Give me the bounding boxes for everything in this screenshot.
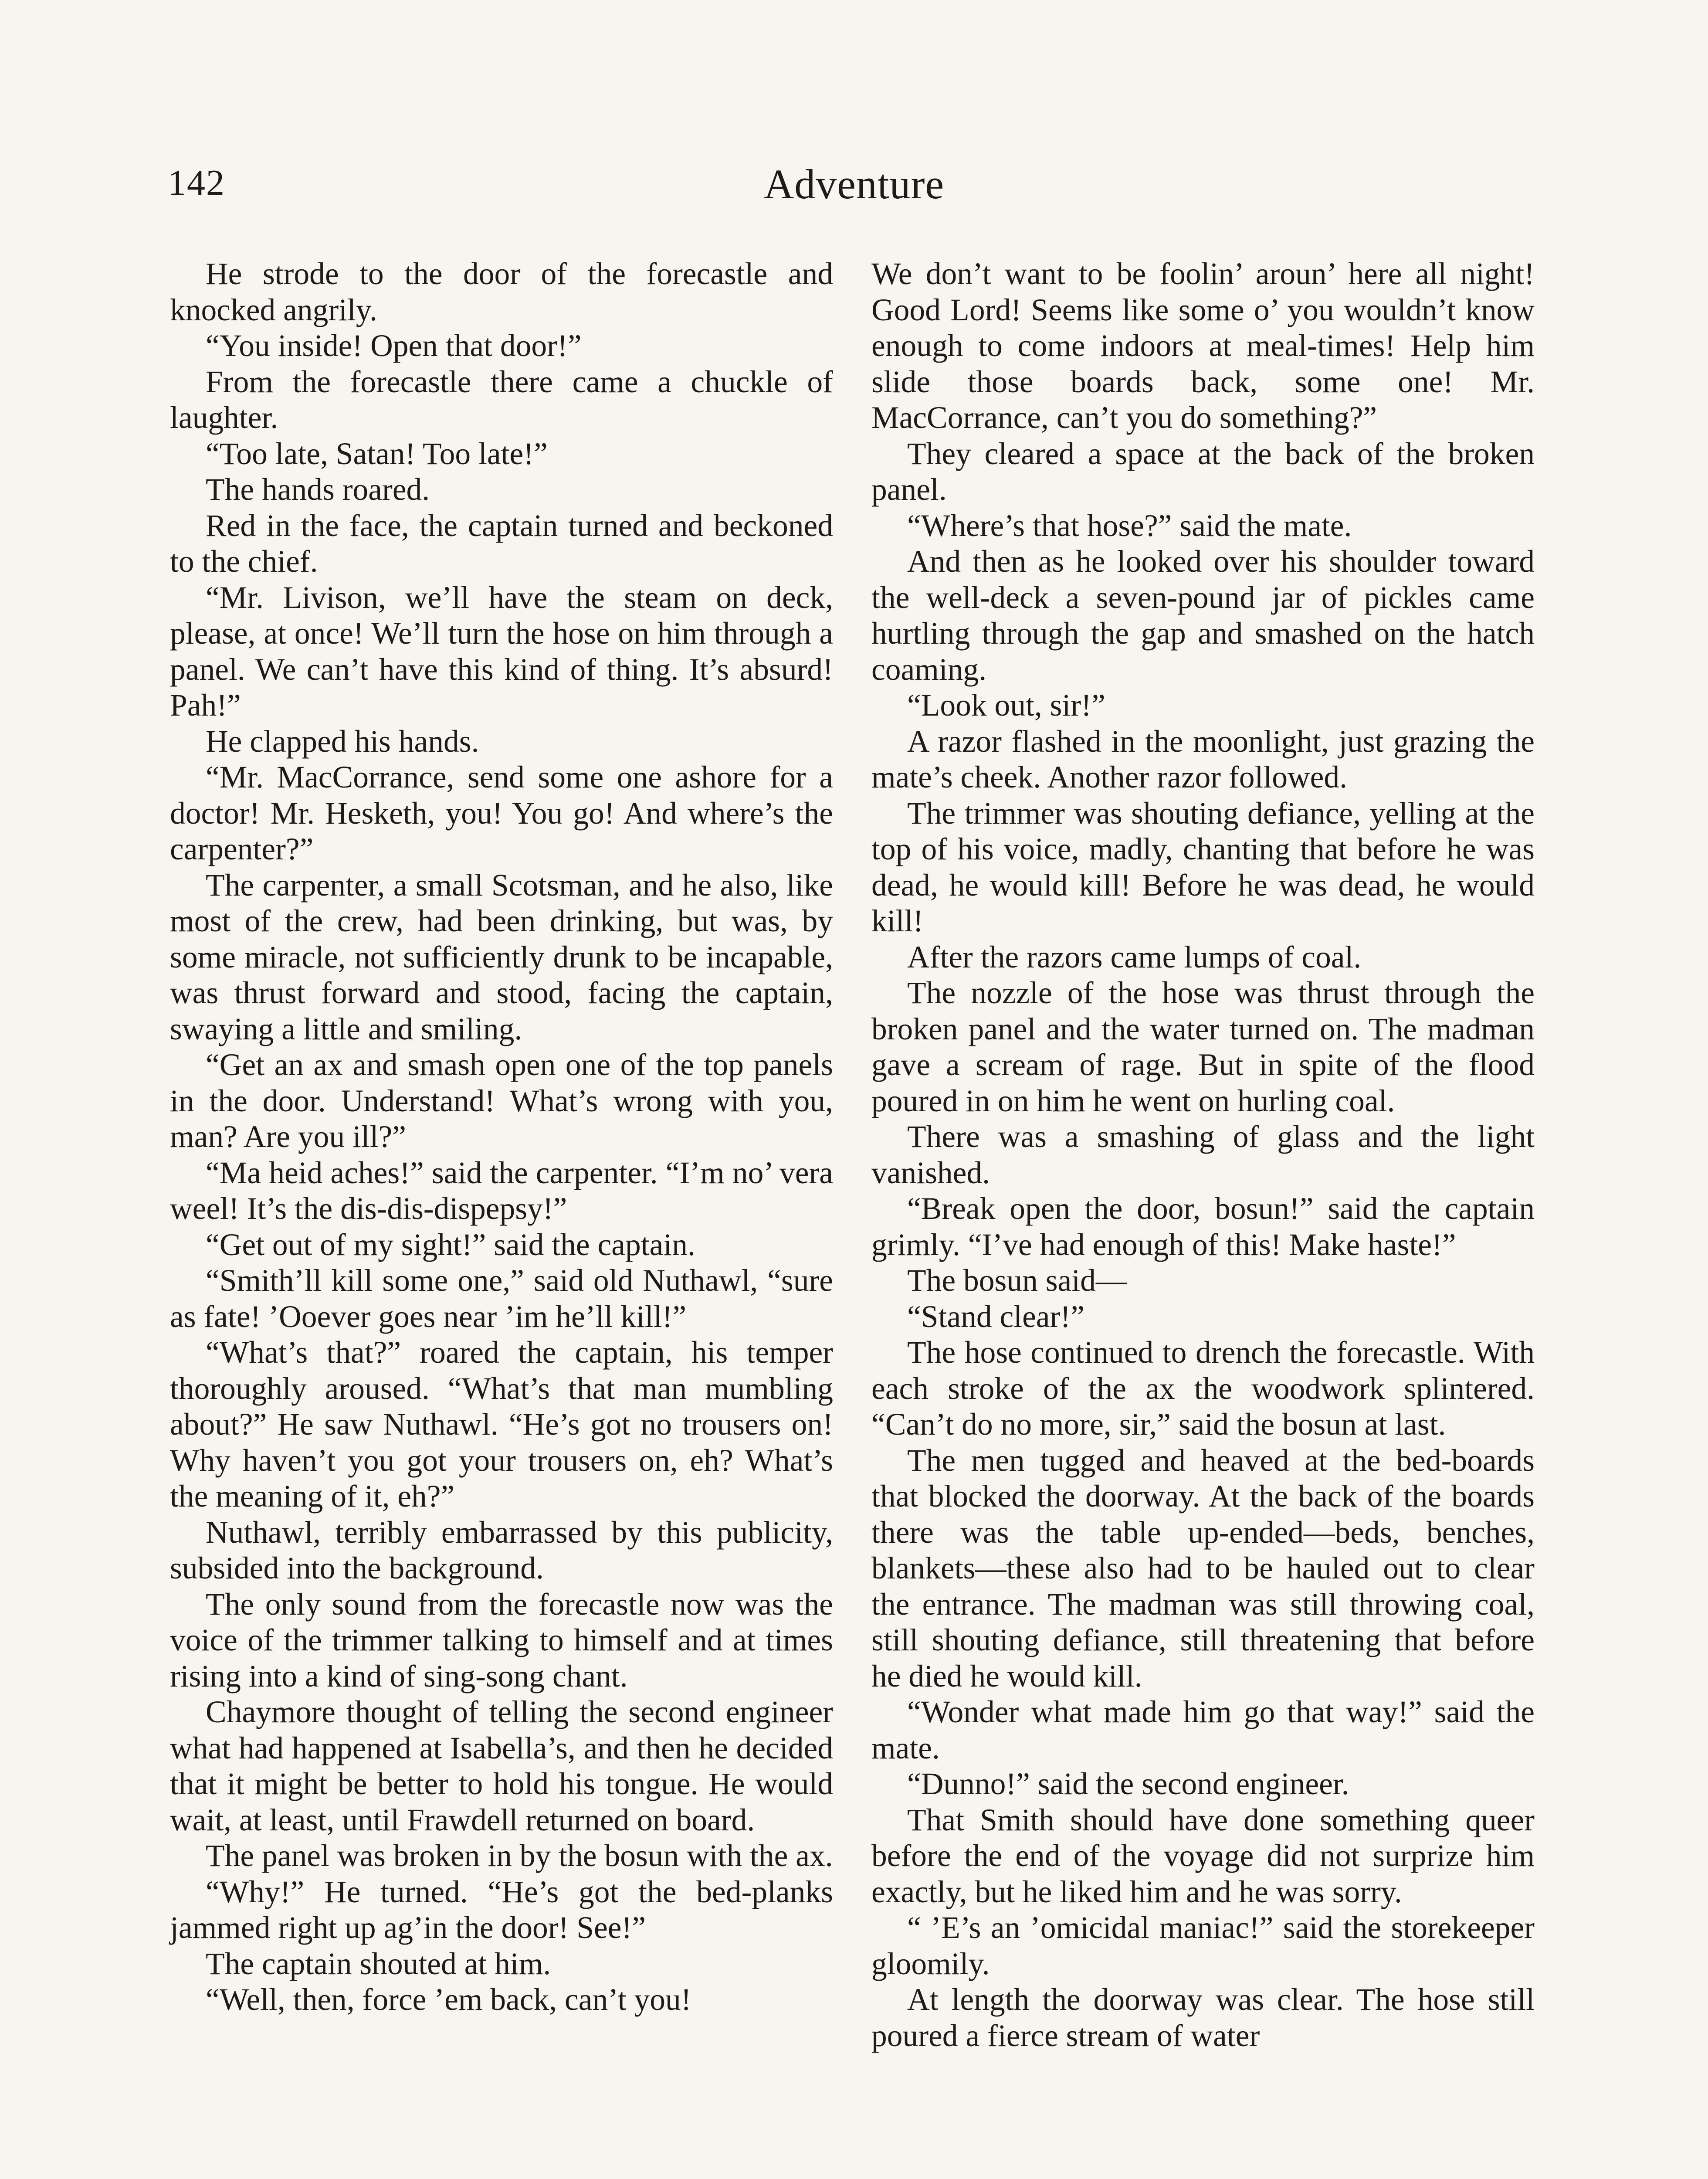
paragraph: Red in the face, the captain turned and beckoned to the chief. bbox=[170, 508, 833, 579]
paragraph: The hands roared. bbox=[206, 472, 430, 507]
paragraph: “What’s that?” roared the captain, his temper thoroughly aroused. “What’s that man mumbling about?” He saw Nuthawl. “He’s got no trousers on! Why haven’t you got your trousers on, eh? What’s the meaning of it, eh?” bbox=[170, 1335, 833, 1514]
paragraph: The nozzle of the hose was thrust through the broken panel and the water turned on. The madman gave a scream of rage. But in spite of the flood poured in on him he went on hurling coal. bbox=[871, 976, 1535, 1118]
paragraph: “Wonder what made him go that way!” said the mate. bbox=[871, 1695, 1535, 1765]
paragraph: A razor flashed in the moonlight, just grazing the mate’s cheek. Another razor followed. bbox=[871, 724, 1535, 794]
paragraph: “Where’s that hose?” said the mate. bbox=[907, 508, 1352, 543]
paragraph: “Get out of my sight!” said the captain. bbox=[206, 1227, 695, 1262]
paragraph: From the forecastle there came a chuckle of laughter. bbox=[170, 364, 833, 435]
paragraph: “Mr. Livison, we’ll have the steam on deck, please, at once! We’ll turn the hose on him through a panel. We can’t have this kind of thing. It’s absurd! Pah!” bbox=[170, 580, 833, 723]
paragraph: “Ma heid aches!” said the carpenter. “I’m no’ vera weel! It’s the dis-dis-dispepsy!” bbox=[170, 1155, 833, 1226]
paragraph: “Break open the door, bosun!” said the captain grimly. “I’ve had enough of this! Make haste!” bbox=[871, 1191, 1535, 1262]
page-number: 142 bbox=[168, 163, 225, 203]
paragraph: “Why!” He turned. “He’s got the bed-planks jammed right up ag’in the door! See!” bbox=[170, 1874, 833, 1945]
paragraph: After the razors came lumps of coal. bbox=[907, 940, 1362, 974]
paragraph: The hose continued to drench the forecastle. With each stroke of the ax the woodwork splintered. “Can’t do no more, sir,” said the bosun at last. bbox=[871, 1335, 1535, 1442]
paragraph: “Mr. MacCorrance, send some one ashore for a doctor! Mr. Hesketh, you! You go! And where’s the carpenter?” bbox=[170, 760, 833, 866]
paragraph-continued: We don’t want to be foolin’ aroun’ here all night! Good Lord! Seems like some o’ you wouldn’t know enough to come indoors at meal-times! Help him slide those boards back, some one! Mr. MacCorrance, can’t you do something?” bbox=[871, 257, 1535, 435]
paragraph: Chaymore thought of telling the second engineer what had happened at Isabella’s, and then he decided that it might be better to hold his tongue. He would wait, at least, until Frawdell returned on board. bbox=[170, 1695, 833, 1837]
paragraph: The bosun said— bbox=[907, 1263, 1127, 1298]
paragraph: “Stand clear!” bbox=[907, 1299, 1084, 1334]
paragraph: The panel was broken in by the bosun with the ax. bbox=[206, 1839, 833, 1873]
paragraph: There was a smashing of glass and the light vanished. bbox=[871, 1120, 1535, 1190]
paragraph: And then as he looked over his shoulder toward the well-deck a seven-pound jar of pickles came hurtling through the gap and smashed on the hatch coaming. bbox=[871, 544, 1535, 687]
paragraph: “Too late, Satan! Too late!” bbox=[206, 436, 548, 471]
paragraph: “Well, then, force ’em back, can’t you! bbox=[206, 1982, 691, 2017]
paragraph: At length the doorway was clear. The hose still poured a fierce stream of water bbox=[871, 1982, 1535, 2053]
paragraph: “Dunno!” said the second engineer. bbox=[907, 1767, 1349, 1801]
left-column bbox=[170, 256, 833, 2018]
paragraph: The only sound from the forecastle now was the voice of the trimmer talking to himself and at times rising into a kind of sing-song chant. bbox=[170, 1587, 833, 1694]
right-column bbox=[871, 256, 1535, 2054]
paragraph: “Look out, sir!” bbox=[907, 688, 1105, 723]
paragraph: “You inside! Open that door!” bbox=[206, 329, 582, 363]
paragraph: That Smith should have done something queer before the end of the voyage did not surprize him exactly, but he liked him and he was sorry. bbox=[871, 1802, 1535, 1909]
paragraph: “Smith’ll kill some one,” said old Nuthawl, “sure as fate! ’Ooever goes near ’im he’ll kill!” bbox=[170, 1263, 833, 1334]
paragraph: “Get an ax and smash open one of the top panels in the door. Understand! What’s wrong with you, man? Are you ill?” bbox=[170, 1048, 833, 1154]
paragraph: They cleared a space at the back of the broken panel. bbox=[871, 436, 1535, 507]
page-title: Adventure bbox=[763, 161, 945, 207]
paragraph: He strode to the door of the forecastle and knocked angrily. bbox=[170, 257, 833, 327]
paragraph: “ ’E’s an ’omicidal maniac!” said the storekeeper gloomily. bbox=[871, 1911, 1535, 1981]
paragraph: He clapped his hands. bbox=[206, 724, 479, 759]
paragraph: The carpenter, a small Scotsman, and he also, like most of the crew, had been drinking, but was, by some miracle, not sufficiently drunk to be incapable, was thrust forward and stood, facing the captain, swaying a little and smiling. bbox=[170, 868, 833, 1046]
paragraph: The men tugged and heaved at the bed-boards that blocked the doorway. At the back of the boards there was the table up-ended—beds, benches, blankets—these also had to be hauled out to clear the entrance. The madman was still throwing coal, still shouting defiance, still threatening that before he died he would kill. bbox=[871, 1443, 1535, 1694]
paragraph: The trimmer was shouting defiance, yelling at the top of his voice, madly, chanting that before he was dead, he would kill! Before he was dead, he would kill! bbox=[871, 796, 1535, 938]
paragraph: The captain shouted at him. bbox=[206, 1946, 551, 1981]
paragraph: Nuthawl, terribly embarrassed by this publicity, subsided into the background. bbox=[170, 1515, 833, 1585]
